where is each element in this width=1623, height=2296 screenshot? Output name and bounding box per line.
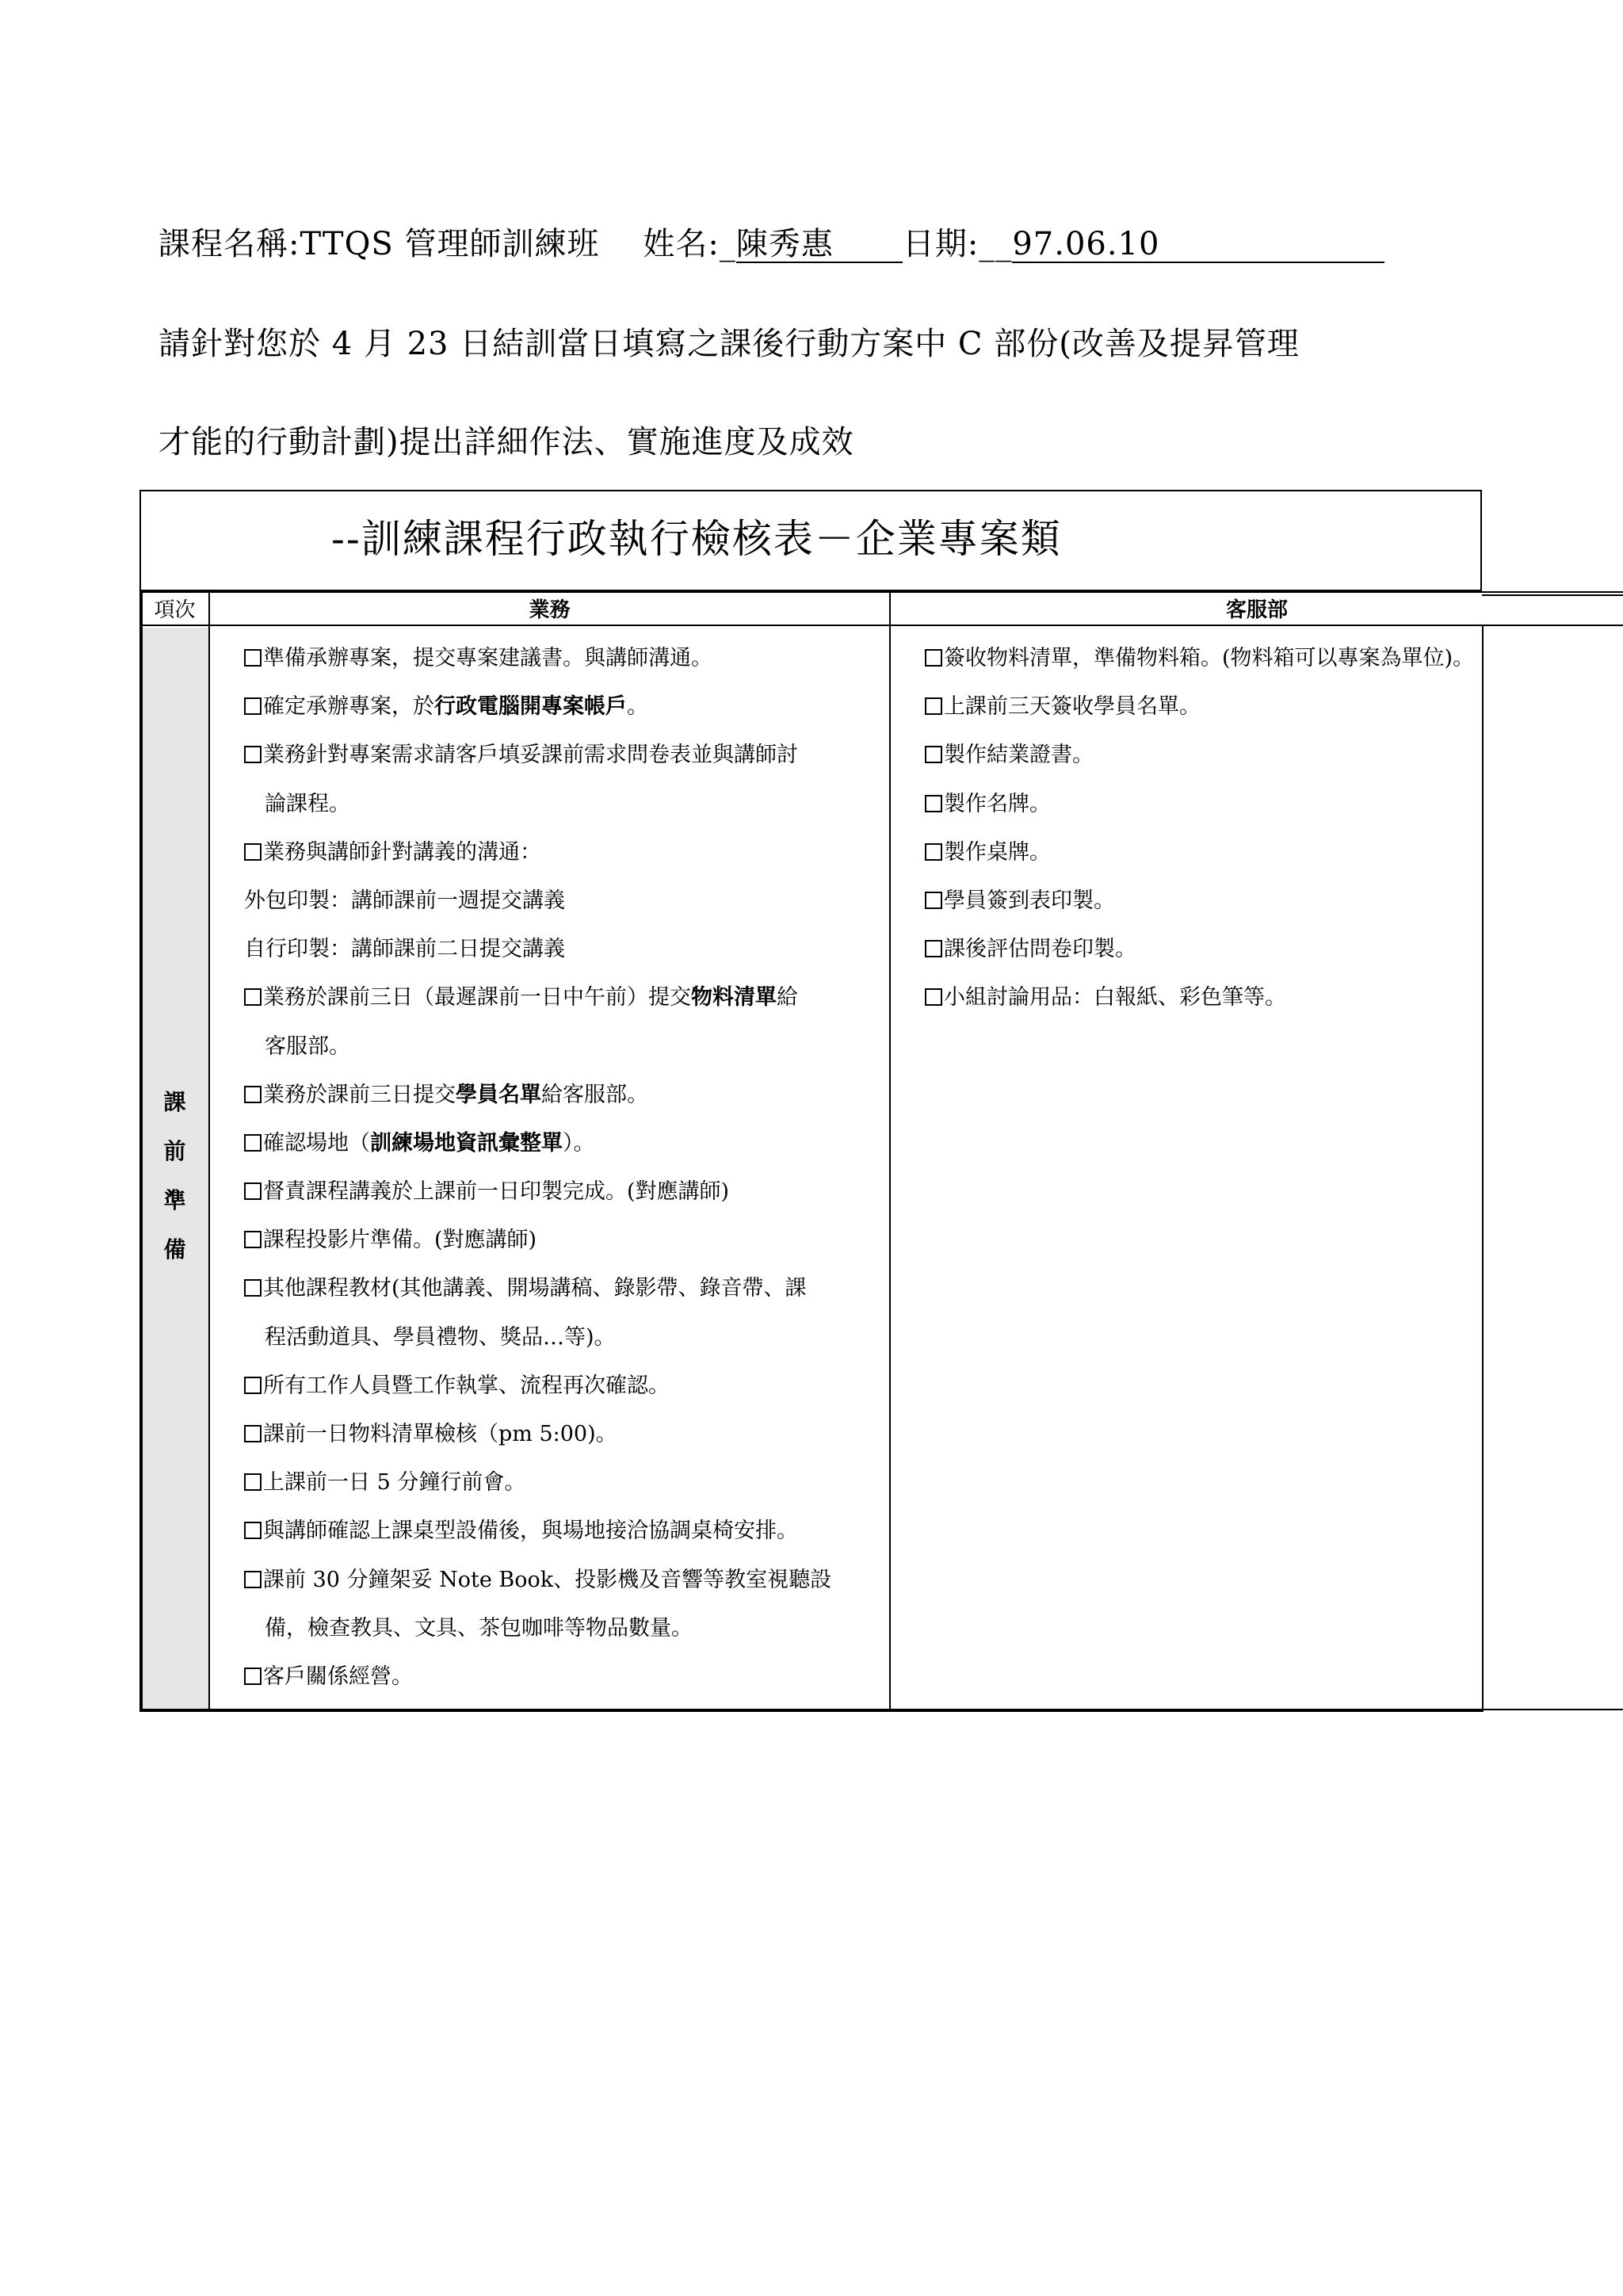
checklist-item-suffix: ）。 (563, 1130, 595, 1156)
checklist-item (925, 731, 1622, 779)
checklist-item (244, 1264, 888, 1312)
checklist-item-text: 程活動道具、學員禮物、獎品…等)。 (265, 1324, 616, 1350)
table-title: --訓練課程行政執行檢核表－企業專案類 (331, 516, 1062, 562)
checklist-item-text: 製作名牌。 (944, 791, 1051, 816)
checkbox-icon[interactable] (244, 697, 262, 715)
checklist-item-text: 自行印製：講師課前二日提交講義 (244, 937, 565, 962)
checklist-item-emphasis: 學員名單 (456, 1082, 541, 1107)
checkbox-icon[interactable] (244, 1668, 262, 1685)
checklist-item-text: 課程投影片準備。(對應講師) (263, 1228, 537, 1253)
stage-label-char: 準 (163, 1187, 186, 1213)
table-bottom-rule-ext (1482, 1709, 1623, 1710)
checkbox-icon[interactable] (244, 1134, 262, 1152)
checklist-item-text: 備，檢查教具、文具、茶包咖啡等物品數量。 (265, 1615, 693, 1641)
checklist-text (244, 1022, 888, 1071)
checklist-item (244, 1167, 888, 1216)
customer-service-checklist (925, 634, 1622, 1022)
date-value: 97.06.10 (1012, 227, 1384, 263)
checklist-text (244, 780, 888, 828)
header-top-rule (139, 591, 1623, 593)
instruction-line-2: 才能的行動計劃)提出詳細作法、實施進度及成效 (158, 424, 854, 460)
checkbox-icon[interactable] (925, 697, 942, 715)
checkbox-icon[interactable] (925, 649, 942, 667)
checkbox-icon[interactable] (244, 1522, 262, 1539)
checklist-item-text: 外包印製：講師課前一週提交講義 (244, 888, 565, 913)
checklist-item-text: 業務針對專案需求請客戶填妥課前需求問卷表並與講師討 (263, 743, 798, 768)
checklist-item (244, 1071, 888, 1119)
checklist-item-text: 課前 30 分鐘架妥 Note Book、投影機及音響等教室視聽設 (263, 1567, 832, 1592)
date-label: 日期:__ (902, 226, 1013, 262)
checklist-item (244, 973, 888, 1022)
checklist-item-text: 所有工作人員暨工作執掌、流程再次確認。 (263, 1373, 670, 1398)
checklist-item (925, 877, 1622, 925)
checklist-item-text: 小組討論用品：白報紙、彩色筆等。 (944, 985, 1286, 1010)
checkbox-icon[interactable] (925, 988, 942, 1006)
checkbox-icon[interactable] (244, 746, 262, 763)
checklist-item-text: 業務於課前三日提交 (263, 1082, 456, 1107)
checklist-item (244, 731, 888, 779)
checklist-item-suffix: 。 (627, 694, 648, 720)
checklist-item-text: 製作桌牌。 (944, 839, 1051, 865)
checklist-item-emphasis: 行政電腦開專案帳戶 (434, 694, 627, 720)
checklist-item-text: 製作結業證書。 (944, 743, 1094, 768)
checklist-item-text: 業務於課前三日（最遲課前一日中午前）提交 (263, 985, 691, 1010)
checkbox-icon[interactable] (244, 1279, 262, 1297)
instruction-line-1: 請針對您於 4 月 23 日結訓當日填寫之課後行動方案中 C 部份(改善及提昇管理 (158, 326, 1300, 362)
checklist-item-suffix: 給客服部。 (541, 1082, 648, 1107)
checklist-item (925, 682, 1622, 731)
checkbox-icon[interactable] (244, 843, 262, 861)
checklist-item (925, 780, 1622, 828)
checklist-item-text: 課後評估問卷印製。 (944, 937, 1136, 962)
checkbox-icon[interactable] (244, 1571, 262, 1588)
table-bottom-rule (139, 1709, 1484, 1712)
sales-checklist (244, 634, 888, 1701)
checkbox-icon[interactable] (925, 746, 942, 763)
stage-label-char: 課 (163, 1089, 186, 1115)
header-item: 項次 (154, 598, 196, 622)
checklist-item (925, 828, 1622, 877)
checklist-text (244, 925, 888, 973)
checklist-item-text: 論課程。 (265, 791, 350, 816)
checklist-item-emphasis: 物料清單 (691, 985, 777, 1010)
checkbox-icon[interactable] (244, 1377, 262, 1394)
checklist-item-text: 客服部。 (265, 1033, 350, 1059)
checkbox-icon[interactable] (244, 1231, 262, 1248)
checklist-item-text: 與講師確認上課桌型設備後，與場地接洽協調桌椅安排。 (263, 1519, 798, 1544)
course-name: 課程名稱:TTQS 管理師訓練班 (158, 226, 600, 262)
checklist-item (244, 1458, 888, 1507)
checklist-item-text: 上課前三天簽收學員名單。 (944, 694, 1201, 720)
checklist-item-text: 簽收物料清單，準備物料箱。(物料箱可以專案為單位)。 (944, 646, 1475, 670)
checklist-item (244, 828, 888, 877)
checkbox-icon[interactable] (925, 940, 942, 957)
stage-label (141, 1078, 208, 1274)
header-bottom-rule (139, 625, 1623, 626)
checkbox-icon[interactable] (244, 1086, 262, 1103)
checklist-item-text: 其他課程教材(其他講義、開場講稿、錄影帶、錄音帶、課 (263, 1276, 807, 1301)
header-sales: 業務 (529, 598, 571, 622)
header-customer-service: 客服部 (1225, 598, 1288, 622)
checkbox-icon[interactable] (244, 1182, 262, 1200)
checklist-item (925, 925, 1622, 973)
checklist-item (244, 1652, 888, 1701)
stage-label-char: 備 (163, 1236, 186, 1263)
checkbox-icon[interactable] (925, 843, 942, 861)
checklist-item (244, 1410, 888, 1458)
checklist-text (244, 877, 888, 925)
checklist-item-text: 業務與講師針對講義的溝通： (263, 839, 541, 865)
item-column-divider (208, 591, 210, 1712)
checklist-item-text: 學員簽到表印製。 (944, 888, 1115, 913)
checklist-text (244, 1604, 888, 1652)
checklist-item-suffix: 給 (777, 985, 798, 1010)
course-info-line (158, 225, 1384, 263)
stage-label-char: 前 (163, 1138, 186, 1164)
sales-column-divider (889, 591, 891, 1712)
checklist-item (925, 973, 1622, 1022)
checkbox-icon[interactable] (244, 988, 262, 1006)
checklist-item-text: 確定承辦專案，於 (263, 694, 434, 720)
checklist-item (244, 1216, 888, 1264)
checklist-item (244, 1556, 888, 1604)
checklist-item-text: 上課前一日 5 分鐘行前會。 (263, 1470, 526, 1496)
title-box (139, 490, 1482, 591)
checklist-item-text: 確認場地（ (263, 1130, 370, 1156)
checklist-text (244, 1313, 888, 1362)
checklist-item-emphasis: 訓練場地資訊彙整單 (370, 1130, 563, 1156)
checkbox-icon[interactable] (925, 795, 942, 812)
checklist-item-text: 客戶關係經營。 (263, 1664, 413, 1689)
checklist-item-text: 準備承辦專案，提交專案建議書。與講師溝通。 (263, 646, 712, 670)
checklist-item (244, 682, 888, 731)
checkbox-icon[interactable] (925, 892, 942, 909)
checkbox-icon[interactable] (244, 649, 262, 667)
name-value: 陳秀惠 (736, 227, 903, 263)
checklist-item (244, 1507, 888, 1555)
checklist-item (925, 634, 1622, 682)
checklist-item-text: 課前一日物料清單檢核（pm 5:00)。 (263, 1422, 617, 1446)
checklist-item (244, 1362, 888, 1410)
checkbox-icon[interactable] (244, 1473, 262, 1491)
checklist-item (244, 634, 888, 682)
checklist-item-text: 督責課程講義於上課前一日印製完成。(對應講師) (263, 1179, 730, 1205)
checkbox-icon[interactable] (244, 1425, 262, 1442)
name-label: 姓名:_ (643, 226, 736, 262)
checklist-item (244, 1119, 888, 1167)
